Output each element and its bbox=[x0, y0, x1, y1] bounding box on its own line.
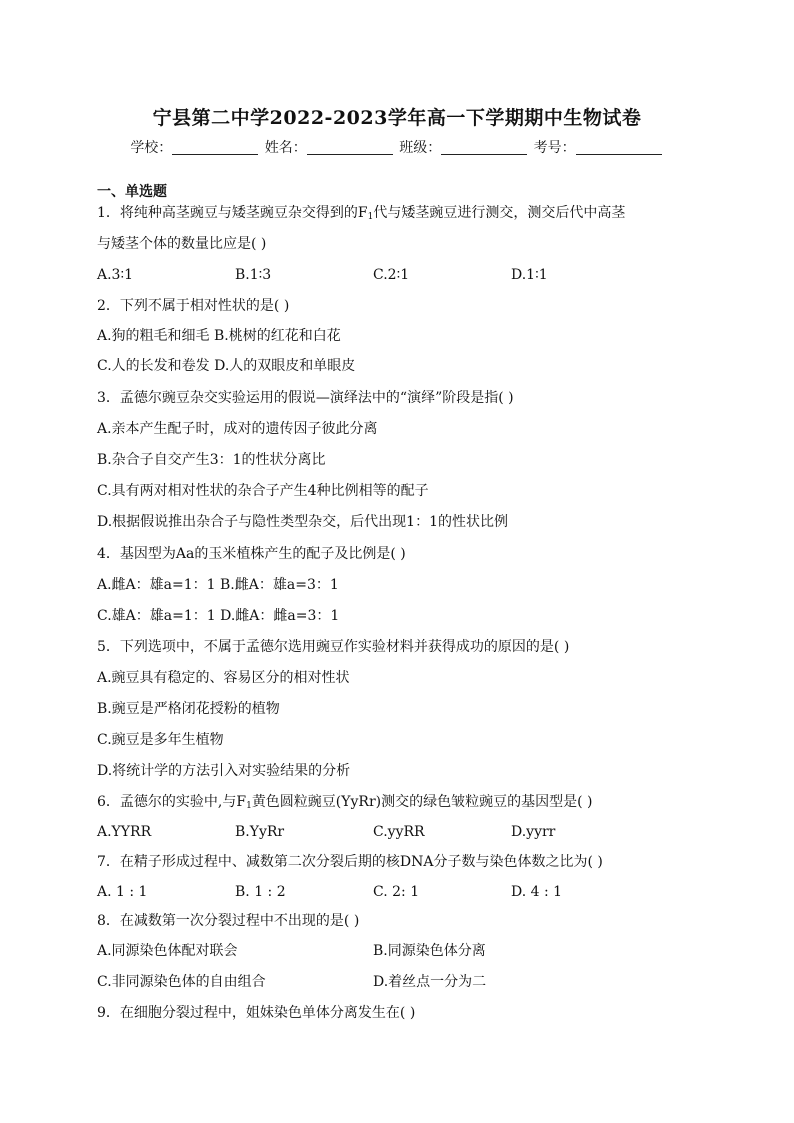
question-1-line-2: 与矮茎个体的数量比应是( ) bbox=[97, 236, 267, 252]
q6-option-d: D.yyrr bbox=[511, 824, 556, 840]
question-2: 2．下列不属于相对性状的是( ) bbox=[97, 298, 290, 314]
q3-option-c: C.具有两对相对性状的杂合子产生4种比例相等的配子 bbox=[97, 483, 429, 499]
q5-option-d: D.将统计学的方法引入对实验结果的分析 bbox=[97, 763, 351, 779]
q1-option-a: A.3∶1 bbox=[97, 267, 134, 283]
question-1-line-1: 1．将纯种高茎豌豆与矮茎豌豆杂交得到的$F_1$代与矮茎豌豆进行测交，测交后代中高茎 bbox=[97, 205, 626, 222]
q1-option-b: B.1∶3 bbox=[235, 267, 272, 283]
q1-option-c: C.2∶1 bbox=[373, 267, 410, 283]
q5-option-a: A.豌豆具有稳定的、容易区分的相对性状 bbox=[97, 670, 350, 686]
question-5: 5．下列选项中，不属于孟德尔选用豌豆作实验材料并获得成功的原因的是( ) bbox=[97, 639, 570, 655]
q7-option-b: B. 1 : 2 bbox=[235, 884, 286, 900]
question-7: 7．在精子形成过程中、减数第二次分裂后期的核DNA分子数与染色体数之比为( ) bbox=[97, 854, 603, 870]
q7-option-a: A. 1 : 1 bbox=[97, 884, 148, 900]
name-blank bbox=[307, 140, 393, 155]
q3-option-b: B.杂合子自交产生3：1的性状分离比 bbox=[97, 452, 326, 468]
name-label: 姓名： bbox=[264, 140, 307, 156]
question-8: 8．在减数第一次分裂过程中不出现的是( ) bbox=[97, 913, 360, 929]
q8-option-d: D.着丝点一分为二 bbox=[373, 974, 487, 990]
student-info-row bbox=[0, 137, 794, 157]
exam-no-blank bbox=[576, 140, 662, 155]
question-3: 3．孟德尔豌豆杂交实验运用的假说—演绎法中的“演绎”阶段是指( ) bbox=[97, 390, 514, 406]
q3-option-a: A.亲本产生配子时，成对的遗传因子彼此分离 bbox=[97, 421, 378, 437]
q5-option-c: C.豌豆是多年生植物 bbox=[97, 732, 224, 748]
q1-option-d: D.1∶1 bbox=[511, 267, 548, 283]
q8-option-a: A.同源染色体配对联会 bbox=[97, 943, 238, 959]
class-label: 班级： bbox=[399, 140, 442, 156]
question-9: 9．在细胞分裂过程中，姐妹染色单体分离发生在( ) bbox=[97, 1005, 416, 1021]
q3-option-d: D.根据假说推出杂合子与隐性类型杂交，后代出现1：1的性状比例 bbox=[97, 514, 508, 530]
school-label: 学校： bbox=[130, 140, 173, 156]
exam-title: 宁县第二中学2022-2023学年高一下学期期中生物试卷 bbox=[152, 107, 642, 129]
q6-option-c: C.yyRR bbox=[373, 824, 425, 840]
school-blank bbox=[172, 140, 258, 155]
class-blank bbox=[441, 140, 527, 155]
q4-options-row-2: C.雄A：雄a=1：1 D.雌A：雌a=3：1 bbox=[97, 608, 340, 624]
question-4: 4．基因型为Aa的玉米植株产生的配子及比例是( ) bbox=[97, 546, 406, 562]
section-heading: 一、单选题 bbox=[97, 184, 167, 200]
q4-options-row-1: A.雌A：雄a=1：1 B.雌A：雄a=3：1 bbox=[97, 577, 339, 593]
q8-option-c: C.非同源染色体的自由组合 bbox=[97, 974, 266, 990]
q5-option-b: B.豌豆是严格闭花授粉的植物 bbox=[97, 701, 280, 717]
q7-option-d: D. 4 : 1 bbox=[511, 884, 563, 900]
q8-option-b: B.同源染色体分离 bbox=[373, 943, 486, 959]
q6-option-a: A.YYRR bbox=[97, 824, 152, 840]
exam-no-label: 考号： bbox=[533, 140, 576, 156]
q7-option-c: C. 2: 1 bbox=[373, 884, 420, 900]
q2-options-row-2: C.人的长发和卷发 D.人的双眼皮和单眼皮 bbox=[97, 358, 356, 374]
question-6: 6．孟德尔的实验中,与$F_1$黄色圆粒豌豆(YyRr)测交的绿色皱粒豌豆的基因型是( ) bbox=[97, 794, 593, 811]
q6-option-b: B.YyRr bbox=[235, 824, 285, 840]
q2-options-row-1: A.狗的粗毛和细毛 B.桃树的红花和白花 bbox=[97, 328, 341, 344]
